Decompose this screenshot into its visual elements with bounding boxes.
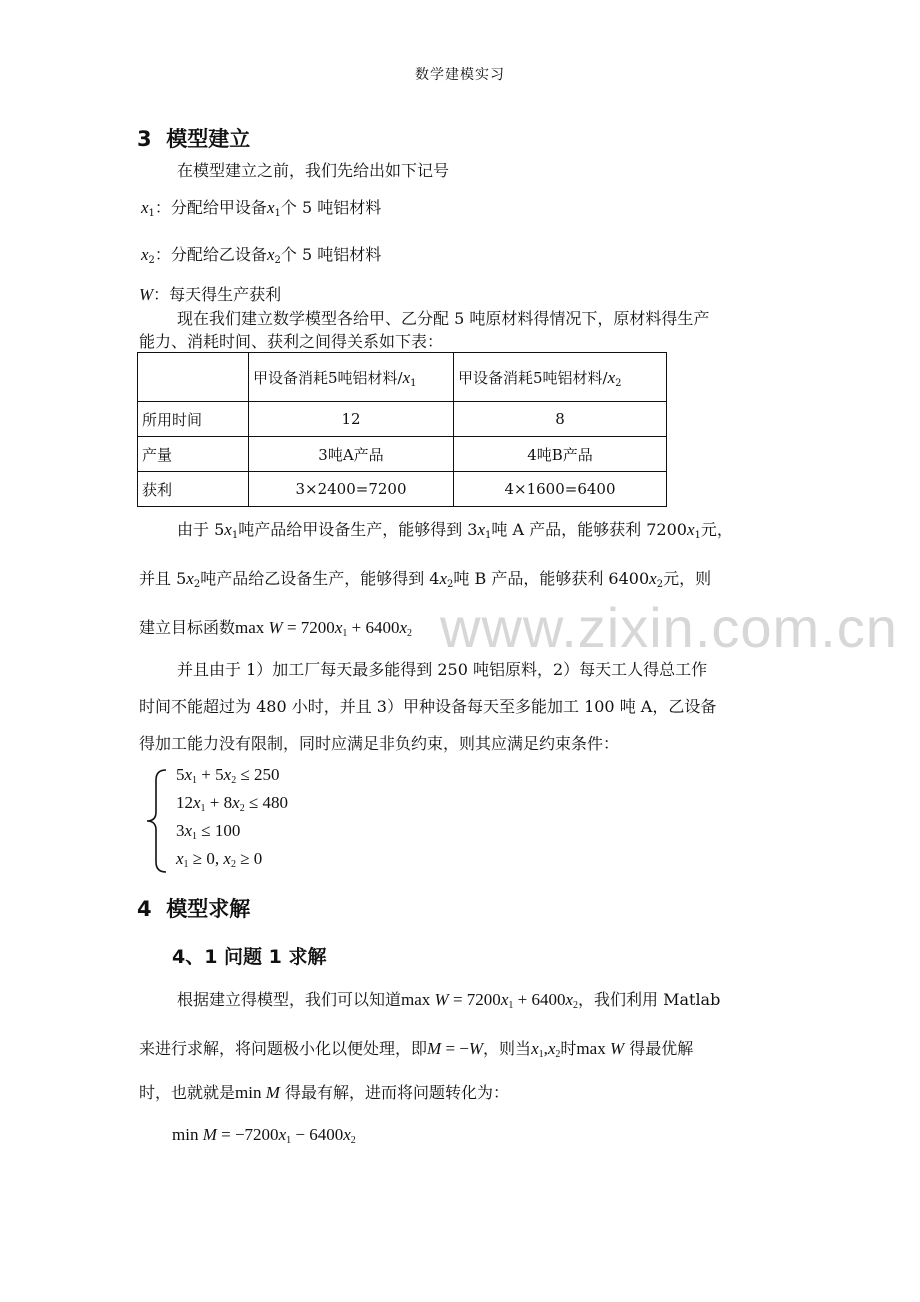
constraint-3: $3x_1 \le 100$	[176, 821, 241, 842]
paragraph-3-line-1: 并且由于 1）加工厂每天最多能得到 250 吨铝原料，2）每天工人得总工作	[177, 660, 708, 679]
definition-w: W：每天得生产获利	[139, 285, 282, 304]
paragraph-3-line-3: 得加工能力没有限制，同时应满足非负约束，则其应满足约束条件：	[139, 734, 620, 753]
definition-x2: $x_2$：分配给乙设备$x_2$个 5 吨铝材料	[141, 245, 382, 266]
subsection-4-1-heading: 4、1 问题 1 求解	[172, 946, 327, 968]
table-cell: 4吨B产品	[454, 437, 667, 472]
section-title: 模型建立	[166, 127, 251, 151]
intro-text: 在模型建立之前，我们先给出如下记号	[177, 161, 450, 180]
table-cell: 3×2400=7200	[249, 472, 454, 507]
page-header: 数学建模实习	[415, 67, 505, 83]
table-row-label: 获利	[138, 472, 249, 507]
objective-function: $\max W = 7200x_1 + 6400x_2$	[235, 618, 412, 639]
resource-table	[137, 352, 667, 507]
definition-x1: $x_1$：分配给甲设备$x_1$个 5 吨铝材料	[141, 198, 382, 219]
paragraph-4-line-3: 时，也就就是min M 得最有解，进而将问题转化为：	[139, 1083, 509, 1102]
section-title: 模型求解	[166, 897, 251, 921]
section-3-heading	[137, 123, 250, 153]
table-row-label: 所用时间	[138, 402, 249, 437]
paragraph-2-line-2: 并且 $5x_2$吨产品给乙设备生产，能够得到 $4x_2$吨 B 产品，能够获利 $6400x_2$元，则	[139, 569, 712, 590]
table-header-col2: 甲设备消耗5吨铝材料$/x_2$	[454, 353, 667, 402]
table-row-label: 产量	[138, 437, 249, 472]
left-brace	[144, 768, 174, 874]
paragraph-2-line-1: 由于 $5x_1$吨产品给甲设备生产，能够得到 $3x_1$吨 A 产品，能够获利 $7200x_1$元，	[177, 520, 733, 541]
section-number: 4	[137, 897, 152, 921]
paragraph-3-line-2: 时间不能超过为 480 小时，并且 3）甲种设备每天至多能加工 100 吨 A，乙设备	[139, 697, 717, 716]
section-4-heading	[137, 893, 250, 923]
paragraph-4-line-1: 根据建立得模型，我们可以知道$\max W = 7200x_1 + 6400x_2$，我们利用 Matlab	[177, 990, 721, 1011]
paragraph-1-line-1: 现在我们建立数学模型各给甲、乙分配 5 吨原材料得情况下，原材料得生产	[177, 309, 710, 328]
table-cell: 12	[249, 402, 454, 437]
table-cell: 4×1600=6400	[454, 472, 667, 507]
watermark: www.zixin.com.cn	[440, 596, 898, 659]
section-number: 3	[137, 127, 152, 151]
table-corner-cell	[138, 353, 249, 402]
constraint-2: $12x_1 + 8x_2 \le 480$	[176, 793, 289, 814]
min-m-equation: $\min M = -7200x_1 - 6400x_2$	[172, 1125, 356, 1146]
paragraph-2-line-3: 建立目标函数$\max W = 7200x_1 + 6400x_2$	[139, 618, 412, 639]
table-header-col1: 甲设备消耗5吨铝材料$/x_1$	[249, 353, 454, 402]
paragraph-4-line-2: 来进行求解，将问题极小化以便处理，即M = −W，则当$x_1,x_2$时max W 得最优解	[139, 1039, 694, 1060]
table-cell: 3吨A产品	[249, 437, 454, 472]
table-cell: 8	[454, 402, 667, 437]
constraint-1: $5x_1 + 5x_2 \le 250$	[176, 765, 280, 786]
constraint-4: $x_1 \ge 0$, $x_2 \ge 0$	[176, 849, 263, 870]
paragraph-1-line-2: 能力、消耗时间、获利之间得关系如下表：	[139, 332, 444, 351]
